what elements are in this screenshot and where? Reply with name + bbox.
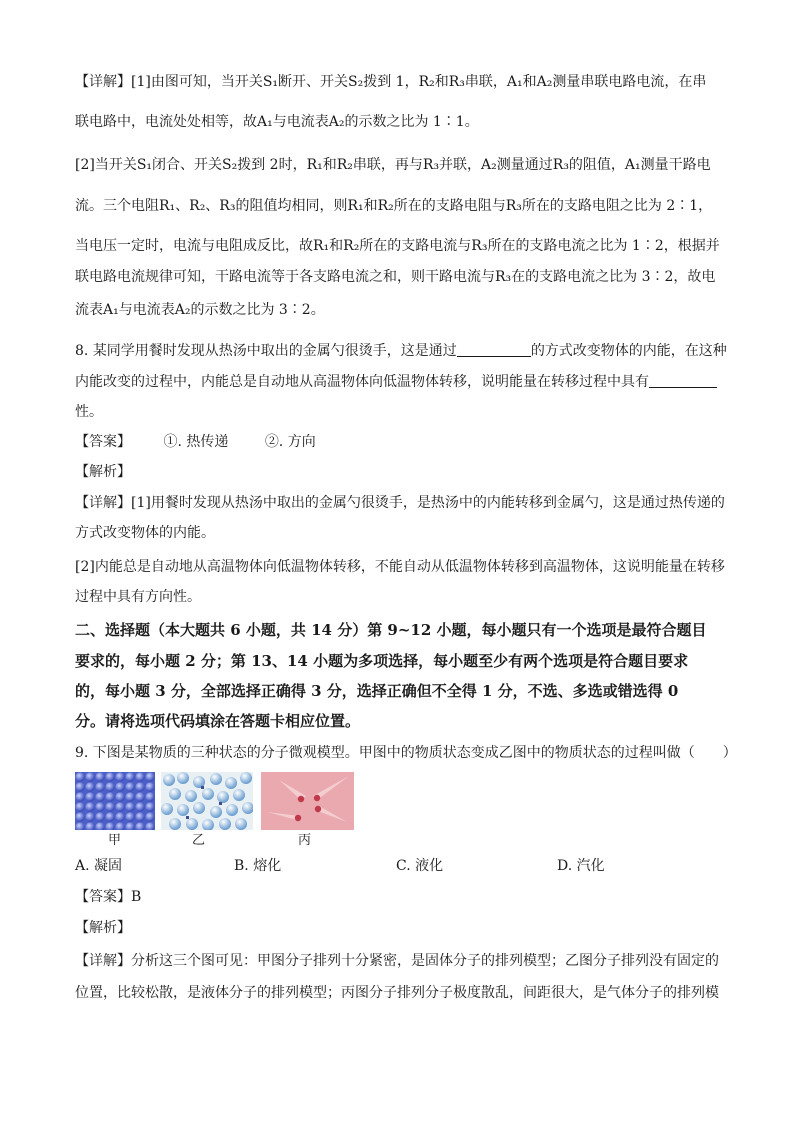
section-heading: 分。请将选项代码填涂在答题卡相应位置。 xyxy=(75,712,361,730)
liquid-molecule-figure xyxy=(161,772,253,830)
answer-item-1: ①. 热传递 xyxy=(163,434,229,450)
detail-text-line: 过程中具有方向性。 xyxy=(75,589,201,605)
answer-blank-1[interactable] xyxy=(457,342,531,357)
detail-text-line: 流。三个电阻R₁、R₂、R₃的阻值均相同，则R₁和R₂所在的支路电阻与R₃所在的支路电阻之比为 2∶1， xyxy=(75,198,713,214)
question-8-line-2 xyxy=(75,372,717,392)
question-8-line-1 xyxy=(75,341,727,361)
section-heading: 二、选择题（本大题共 6 小题，共 14 分）第 9~12 小题，每小题只有一个选项是最符合题目 xyxy=(75,621,707,639)
figure-caption: 丙 xyxy=(298,833,312,848)
detail-text-line: [2]当开关S₁闭合、开关S₂拨到 2时，R₁和R₂串联，再与R₃并联，A₂测量通过R₃的阻值，A₁测量干路电 xyxy=(75,157,711,173)
figure-caption: 甲 xyxy=(108,833,122,848)
analysis-label: 【解析】 xyxy=(75,464,131,480)
answer-label: 【答案】B xyxy=(75,889,142,905)
question-8-text: 8. 某同学用餐时发现从热汤中取出的金属勺很烫手，这是通过 xyxy=(75,343,457,359)
analysis-label: 【解析】 xyxy=(75,920,131,936)
section-heading: 的，每小题 3 分，全部选择正确得 3 分，选择正确但不全得 1 分，不选、多选或错选得 0 xyxy=(75,682,679,700)
detail-text-line: 位置，比较松散，是液体分子的排列模型；丙图分子排列分子极度散乱，间距很大，是气体分子的排列模 xyxy=(75,985,719,1001)
detail-text-line: 方式改变物体的内能。 xyxy=(75,525,215,541)
answer-item-2: ②. 方向 xyxy=(264,434,316,450)
figure-caption: 乙 xyxy=(192,833,206,848)
answer-blank-2[interactable] xyxy=(649,373,717,388)
detail-text-line: 【详解】[1]用餐时发现从热汤中取出的金属勺很烫手，是热汤中的内能转移到金属勺，这是通过热传递的 xyxy=(75,495,725,511)
detail-text-line: 流表A₁与电流表A₂的示数之比为 3∶2。 xyxy=(75,302,325,318)
option-b[interactable]: B. 熔化 xyxy=(234,858,282,874)
answer-row xyxy=(75,432,316,452)
option-d[interactable]: D. 汽化 xyxy=(557,858,605,874)
section-heading: 要求的，每小题 2 分；第 13、14 小题为多项选择，每小题至少有两个选项是符合题目要求 xyxy=(75,652,689,670)
gas-molecule-figure xyxy=(261,772,354,830)
option-a[interactable]: A. 凝固 xyxy=(75,858,123,874)
detail-text-line: 联电路电流规律可知，干路电流等于各支路电流之和，则干路电流与R₃在的支路电流之比为 3∶2，故电 xyxy=(75,269,716,285)
detail-text-line: 【详解】分析这三个图可见：甲图分子排列十分紧密，是固体分子的排列模型；乙图分子排列没有固定的 xyxy=(75,953,719,969)
question-9-stem: 9. 下图是某物质的三种状态的分子微观模型。甲图中的物质状态变成乙图中的物质状态的过程叫做（ ） xyxy=(75,745,737,761)
detail-text-line: 联电路中，电流处处相等，故A₁与电流表A₂的示数之比为 1∶1。 xyxy=(75,114,479,130)
detail-text-line: 当电压一定时，电流与电阻成反比，故R₁和R₂所在的支路电流与R₃所在的支路电流之比为 1∶2，根据并 xyxy=(75,238,720,254)
detail-text-line: [2]内能总是自动地从高温物体向低温物体转移，不能自动从低温物体转移到高温物体，这说明能量在转移 xyxy=(75,559,725,575)
option-c[interactable]: C. 液化 xyxy=(396,858,444,874)
solid-molecule-figure xyxy=(75,772,155,830)
question-8-line-3: 性。 xyxy=(75,404,103,420)
question-8-text: 内能改变的过程中，内能总是自动地从高温物体向低温物体转移，说明能量在转移过程中具有 xyxy=(75,374,649,390)
question-8-text: 的方式改变物体的内能，在这种 xyxy=(530,343,727,359)
answer-label: 【答案】 xyxy=(75,434,131,450)
detail-text-line: 【详解】[1]由图可知，当开关S₁断开、开关S₂拨到 1，R₂和R₃串联，A₁和A₂测量串联电路电流，在串 xyxy=(75,74,707,90)
